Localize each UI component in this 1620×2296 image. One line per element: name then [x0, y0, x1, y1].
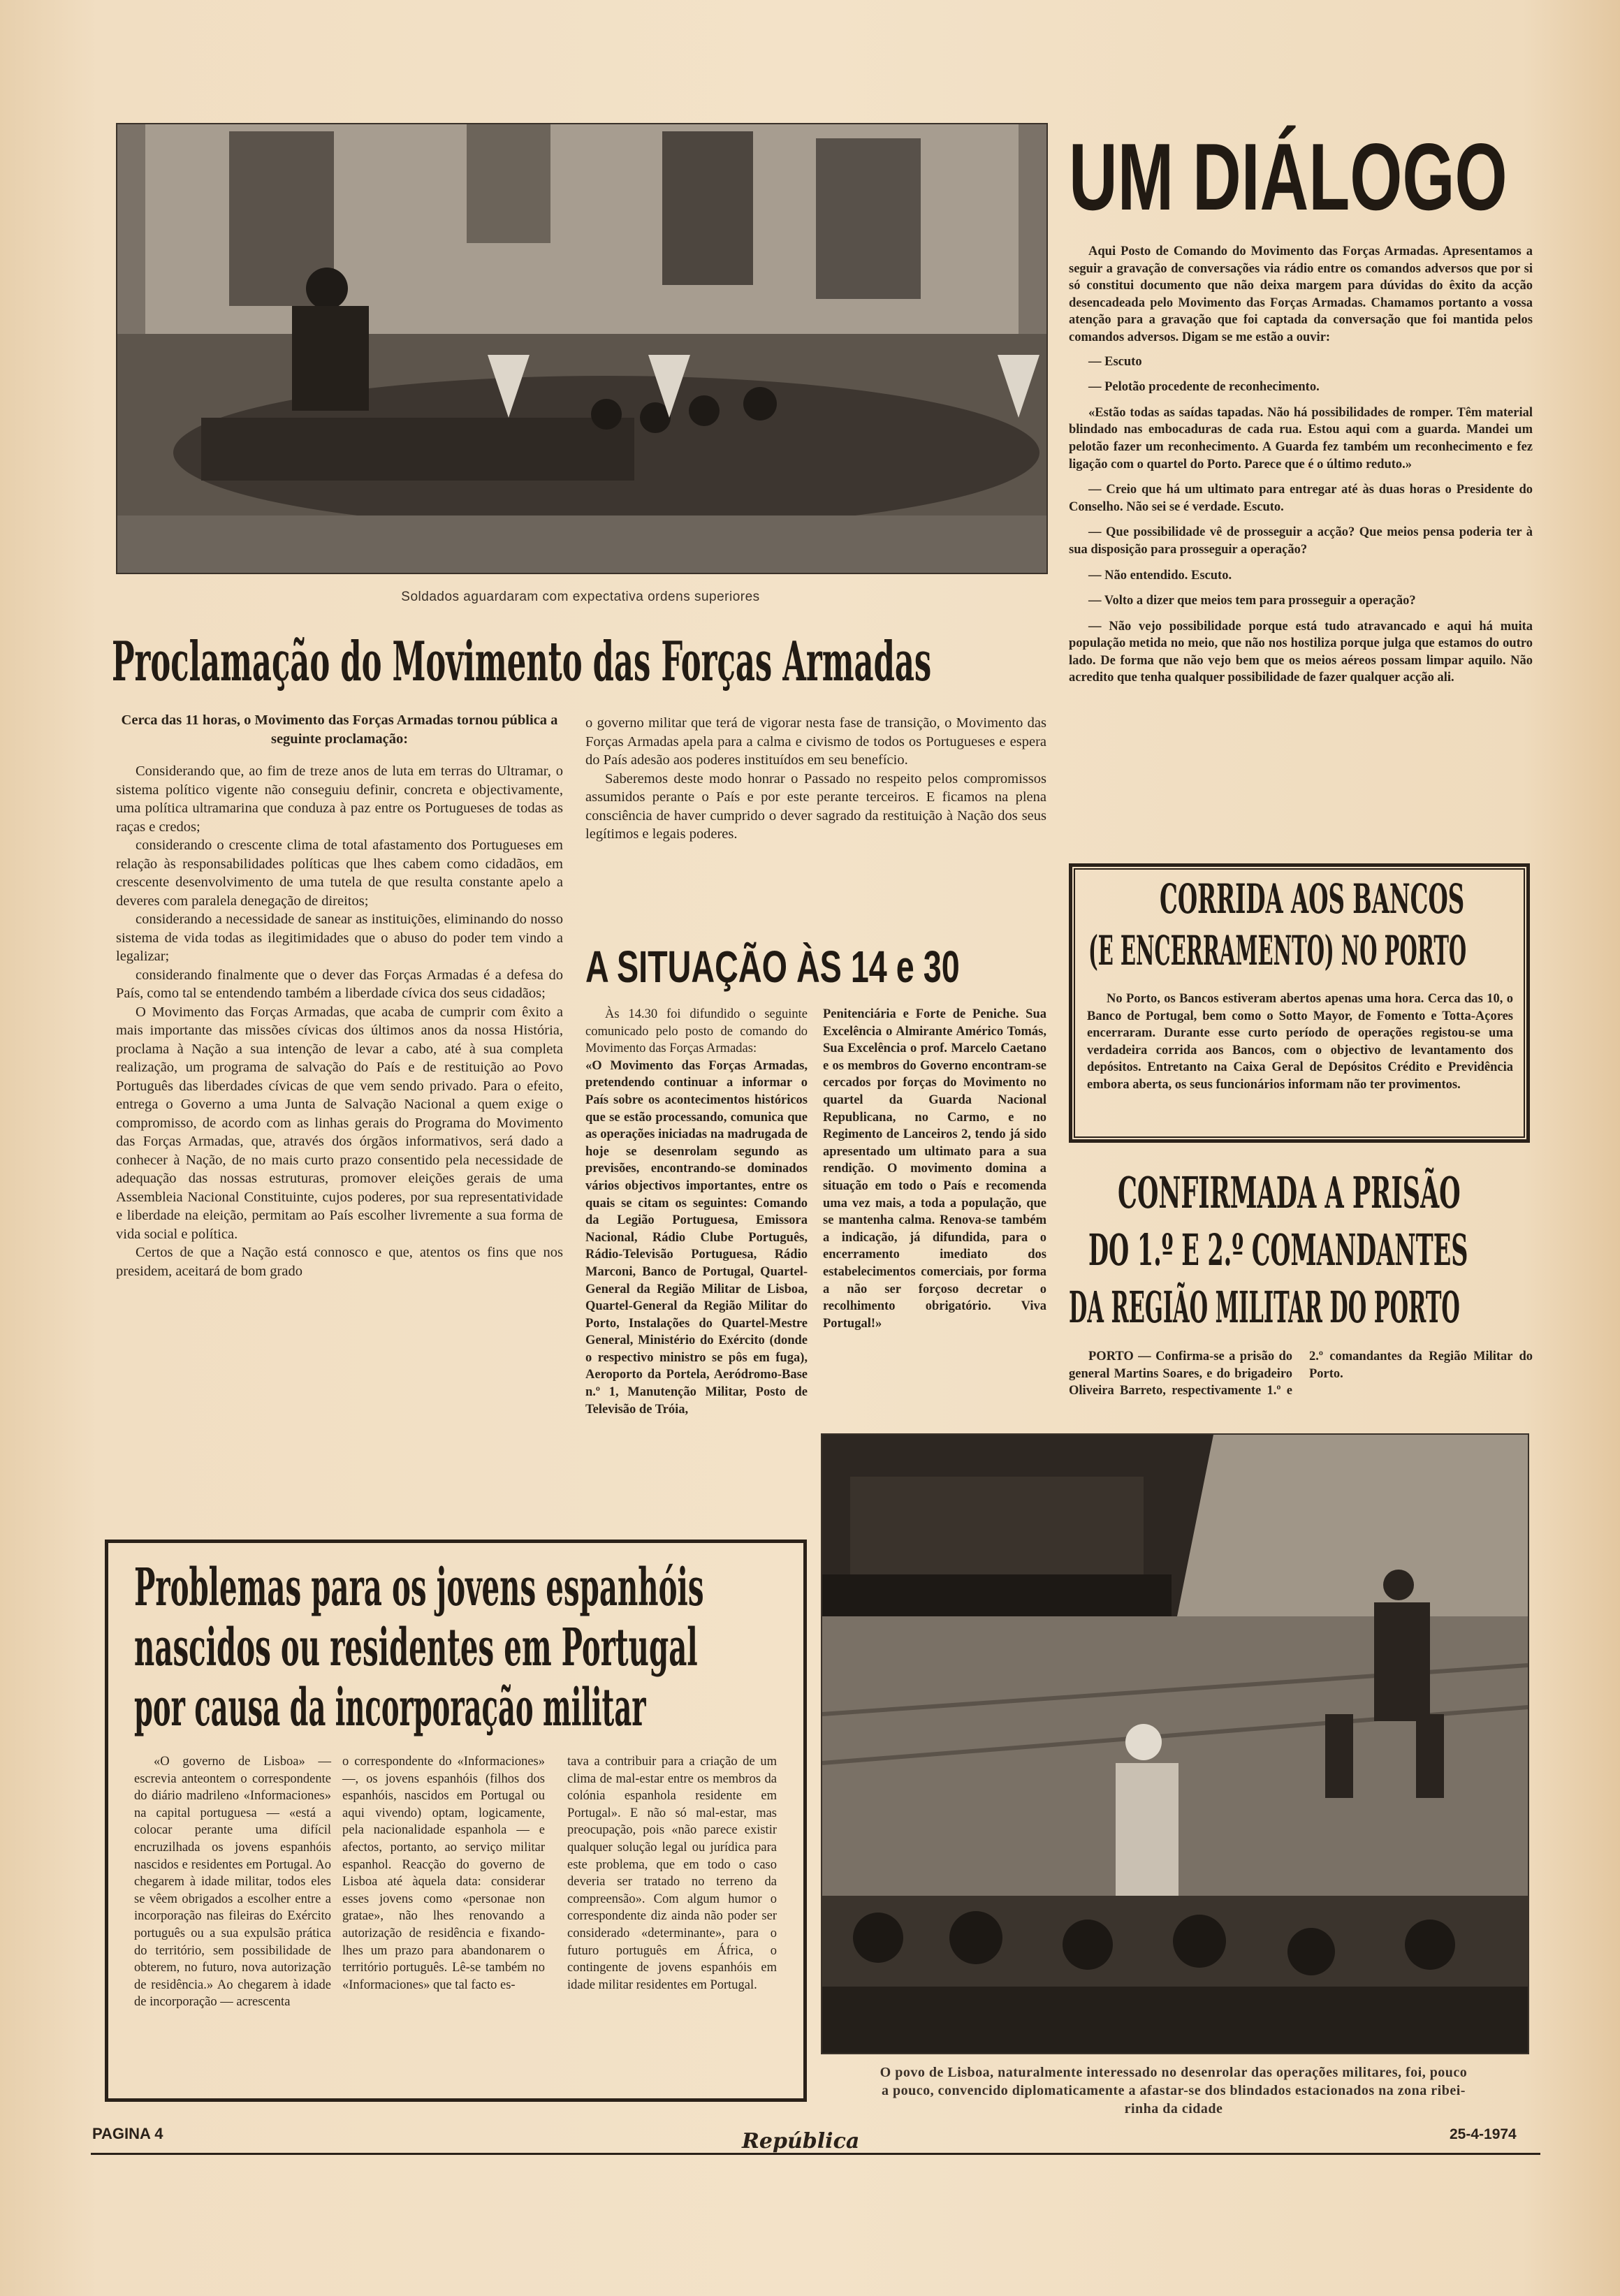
main-paragraph: Considerando que, ao fim de treze anos de luta em terras do Ultramar, o sistema político vigente não conseguiu definir, concreta e objectivamente, uma política ultramarina que conduza à paz entre os Portugueses de todas as raças e credos; [116, 763, 563, 835]
dialogo-line: «Estão todas as saídas tapadas. Não há possibilidades de romper. Têm material blindado nas embocaduras de cada rua. Estou aqui com a guarda. Mandei um pelotão fazer um reconhecimento. A Guarda fez também um reconhecimento e fez ligação com o quartel do Porto. Parece que é o último reduto.» [1069, 405, 1533, 471]
dialogo-body [1069, 243, 1533, 687]
espanhois-paragraph: o correspondente do «Informaciones» —, os jovens espanhóis (filhos dos espanhóis, nascidos em Portugal ou aqui vivendo) optam, logicamente, pela nacionalidade espanhola — e afectos, portanto, ao serviço militar espanhol. Reacção do governo de Lisboa até àquela data: considerar esses jovens como «personae non gratae», não lhes renovando a autorização de residência e fixando-lhes um prazo para abandonarem o território português. Lê-se também no «Informaciones» que tal facto es- [342, 1755, 545, 1992]
dialogo-line: — Que possibilidade vê de prosseguir a acção? Que meios pensa poderia ter à sua disposição para prosseguir a operação? [1069, 525, 1533, 557]
espanhois-paragraph: tava a contribuir para a criação de um clima de mal-estar entre os membros da colónia espanhola residente em Portugal». E não só mal-estar, mas preocupação, pois «não parece existir qualquer solução legal ou jurídica para este problema, que em todo o caso deveria ser tratado no terreno da compreensão». Com algum humor o correspondente diz ainda não poder ser considerado «determinante», para o futuro português em África, o contingente de jovens espanhóis em idade militar residentes em Portugal. [567, 1755, 777, 1992]
dialogo-line: — Volto a dizer que meios tem para prosseguir a operação? [1088, 594, 1416, 608]
photo-top-caption: Soldados aguardaram com expectativa ordens superiores [401, 590, 760, 604]
footer-page-number: PAGINA 4 [92, 2125, 163, 2142]
dialogo-line: — Escuto [1088, 354, 1142, 369]
prisao-paragraph: PORTO — Confirma-se a prisão do general Martins Soares, e do brigadeiro Oliveira Barreto, respectivamente 1.º e 2.º comandantes da Região Militar do Porto. [1069, 1350, 1533, 1398]
prisao-body [1069, 1348, 1533, 1400]
corrida-headline-1-text: CORRIDA AOS BANCOS [1160, 875, 1465, 923]
main-paragraph: o governo militar que terá de vigorar nesta fase de transição, o Movimento das Forças Armadas apela para a calma e civismo de todos os Portugueses e espera do País adesão aos poderes instituídos em seu benefício. [585, 715, 1046, 768]
corrida-body [1087, 990, 1513, 1094]
prisao-headline-3 [1069, 1281, 1530, 1334]
main-paragraph: considerando a necessidade de sanear as instituições, eliminando do nosso sistema de vida todas as ilegitimidades que o abuso do poder tem vindo a legalizar; [116, 912, 563, 964]
corrida-headline-2 [1084, 926, 1510, 975]
main-paragraph: Certos de que a Nação está connosco e que, atentos os fins que nos presidem, aceitará de bom grado [116, 1245, 563, 1279]
main-article-col1 [116, 711, 563, 1280]
prisao-headline-1 [1069, 1167, 1523, 1220]
photo-soldiers-tank [116, 123, 1048, 574]
main-paragraph: considerando o crescente clima de total afastamento dos Portugueses em relação às responsabilidades políticas que lhes cabem como cidadãos, em crescente desenvolvimento de uma tutela de que resulta constante apelo a deveres com paralela denegação de direitos; [116, 838, 563, 909]
dialogo-line: — Creio que há um ultimato para entregar até às duas horas o Presidente do Conselho. Não sei se é verdade. Escuto. [1069, 483, 1533, 514]
main-article-col2 [585, 714, 1046, 844]
corrida-headline-2-text: (E ENCERRAMENTO) NO PORTO [1088, 927, 1467, 974]
espanhois-headline-1-text: Problemas para os jovens espanhóis [134, 1558, 704, 1618]
photo-crowd-tank [821, 1433, 1529, 2054]
main-lead: Cerca das 11 horas, o Movimento das Forças Armadas tornou pública a seguinte proclamação: [121, 712, 558, 747]
dialogo-intro: Aqui Posto de Comando do Movimento das Forças Armadas. Apresentamos a seguir a gravação de conversações via rádio entre os comandos adversos que por si só constitui documento que não deixa margem para dúvidas do êxito da acção desencadeada pelo Movimento das Forças Armadas. Chamamos portanto a vossa atenção para a gravação que foi captada da conversação que foi mantida pelos comandos adversos. Digam se me estão a ouvir: [1069, 244, 1533, 344]
dialogo-headline [1069, 124, 1544, 229]
espanhois-headline-2-text: nascidos ou residentes em Portugal [134, 1618, 698, 1678]
espanhois-headline-1 [134, 1558, 791, 1618]
footer-masthead: República [742, 2129, 860, 2154]
prisao-headline-2-text: DO 1.º E 2.º COMANDANTES [1088, 1224, 1468, 1275]
espanhois-col1 [134, 1753, 331, 2011]
main-headline [112, 629, 1048, 696]
situacao-col-b [823, 1006, 1046, 1332]
situacao-headline-text: A SITUAÇÃO ÀS 14 e 30 [585, 942, 960, 992]
main-headline-text: Proclamação do Movimento das Forças Armadas [112, 630, 932, 694]
corrida-paragraph: No Porto, os Bancos estiveram abertos apenas uma hora. Cerca das 10, o Banco de Portugal, bem como o Sotto Mayor, de Fomento e Totta-Açores encerraram. Durante esse curto período de operações registou-se uma verdadeira corrida aos Bancos, com o objectivo de levantamento dos depósitos. Entretanto na Caixa Geral de Depósitos Crédito e Previdência embora aberta, os seus funcionários informam não ter provimentos. [1087, 992, 1513, 1092]
footer-date: 25-4-1974 [1450, 2126, 1517, 2142]
dialogo-line: — Não entendido. Escuto. [1088, 568, 1232, 583]
prisao-headline-2 [1069, 1224, 1523, 1277]
dialogo-line: — Pelotão procedente de reconhecimento. [1088, 380, 1320, 395]
prisao-headline-1-text: CONFIRMADA A PRISÃO [1118, 1167, 1461, 1218]
corrida-headline-1 [1084, 875, 1510, 923]
situacao-headline [585, 942, 1050, 992]
main-paragraph: Saberemos deste modo honrar o Passado no respeito pelos compromissos assumidos perante o País e por este perante terceiros. E ficamos na plena consciência de haver cumprido o dever sagrado da restituição à Nação dos seus legítimos e legais poderes. [585, 770, 1046, 842]
prisao-headline-3-text: DA REGIÃO MILITAR DO PORTO [1069, 1282, 1460, 1333]
photo-bottom-caption-line: rinha da cidade [1124, 2101, 1223, 2116]
photo-soldiers-image [117, 124, 1046, 573]
espanhois-headline-3 [134, 1678, 791, 1738]
situacao-col-a [585, 1006, 808, 1418]
photo-bottom-caption [810, 2063, 1537, 2118]
dialogo-line: — Não vejo possibilidade porque está tudo atravancado e aqui há muita população metida no meio, que não nos hostiliza porque julga que estamos do outro lado. De forma que não vejo bem que os meios aéreos possam limpar aquilo. Não acredito que tenha qualquer possibilidade de fazer qualquer acção ali. [1069, 619, 1533, 685]
photo-bottom-caption-line: O povo de Lisboa, naturalmente interessado no desenrolar das operações militares, foi, pouco [880, 2065, 1468, 2080]
dialogo-headline-text: UM DIÁLOGO [1069, 124, 1508, 229]
espanhois-col2 [342, 1753, 545, 1994]
photo-crowd-image [822, 1435, 1528, 2053]
situacao-communique: «O Movimento das Forças Armadas, pretendendo continuar a informar o País sobre os acontecimentos históricos que se estão processando, comunica que as operações iniciadas na madrugada de hoje se desenrolam segundo as previsões, encontrando-se dominados vários objectivos importantes, entre os quais se citam os seguintes: Comando da Legião Portuguesa, Emissora Nacional, Rádio Clube Português, Rádio-Televisão Portuguesa, Rádio Marconi, Banco de Portugal, Quartel-General da Região Militar de Lisboa, Quartel-General da Região Militar do Porto, Instalações do Quartel-Mestre General, Ministério do Exército (donde o respectivo ministro se pôs em fuga), Aeroporto da Portela, Aeródromo-Base n.º 1, Manutenção Militar, Posto de Televisão de Tróia, [585, 1058, 808, 1417]
espanhois-paragraph: «O governo de Lisboa» — escrevia anteontem o correspondente do diário madrileno «Informaciones» na capital portuguesa — «está a colocar perante uma difícil encruzilhada os jovens espanhóis nascidos e residentes em Portugal. Ao chegarem à idade militar, todos eles se vêem obrigados a escolher entre a incorporação nas fileiras do Exército português ou a sua expulsão prática do território, sem possibilidade de obterem, no futuro, nova autorização de residência.» Ao chegarem à idade de incorporação — acrescenta [134, 1755, 331, 2010]
espanhois-headline-3-text: por causa da incorporação militar [134, 1678, 646, 1738]
espanhois-headline-2 [134, 1618, 791, 1678]
photo-bottom-caption-line: a pouco, convencido diplomaticamente a afastar-se dos blindados estacionados na zona ribei- [882, 2083, 1466, 2098]
main-paragraph: considerando finalmente que o dever das Forças Armadas é a defesa do País, como tal se entendendo também a liberdade cívica dos seus cidadãos; [116, 967, 563, 1001]
espanhois-col3 [567, 1753, 777, 1994]
main-paragraph: O Movimento das Forças Armadas, que acaba de cumprir com êxito a mais importante das missões cívicas dos últimos anos da nossa História, proclama à Nação a sua intenção de levar a cabo, até à sua completa realização, um programa de salvação do País e de restituição ao Povo Português das liberdades cívicas de que vem sendo privado. Para o efeito, entrega o Governo a uma Junta de Salvação Nacional a quem exige o compromisso, de acordo com as linhas gerais do Programa do Movimento das Forças Armadas, que, através dos órgãos informativos, será dado a conhecer à Nação, de no mais curto prazo consentido pela necessidade de adequação das nossas estruturas, promover eleições gerais de uma Assembleia Nacional Constituinte, cujos poderes, por sua representatividade e liberdade na eleição, permitam ao País escolher livremente a sua forma de vida social e política. [116, 1004, 563, 1242]
situacao-intro: Às 14.30 foi difundido o seguinte comunicado pelo posto de comando do Movimento das Forças Armadas: [585, 1007, 808, 1056]
situacao-communique-cont: Penitenciária e Forte de Peniche. Sua Excelência o Almirante Américo Tomás, Sua Excelência o prof. Marcelo Caetano e os membros do Governo encontram-se cercados por forças do Movimento no quartel da Guarda Nacional Republicana, no Carmo, e no Regimento de Lanceiros 2, tendo já sido apresentado um ultimato para a sua rendição. O movimento domina a situação em todo o País e recomenda uma vez mais, a toda a população, que se mantenha calma. Renova-se também a indicação, já difundida, para o encerramento imediato dos estabelecimentos comerciais, por forma a não ser forçoso decretar o recolhimento obrigatório. Viva Portugal!» [823, 1007, 1046, 1331]
